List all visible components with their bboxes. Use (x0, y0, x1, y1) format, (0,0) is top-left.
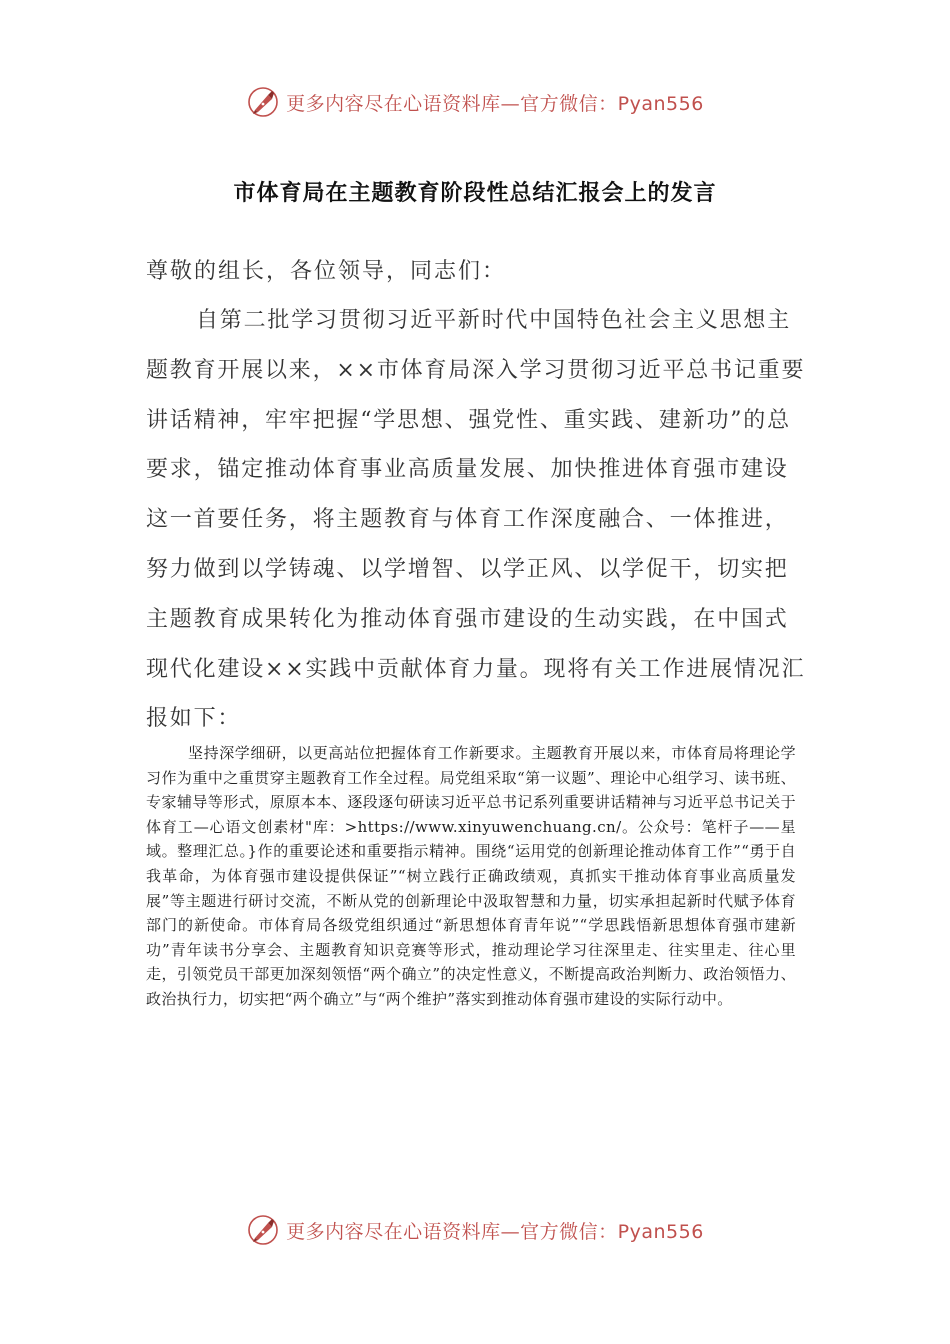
footer-banner (0, 1210, 950, 1250)
document-title: 市体育局在主题教育阶段性总结汇报会上的发言 (233, 181, 717, 206)
pen-nib-logo-icon (246, 1213, 280, 1247)
banner-wechat-id: Pyan556 (617, 92, 704, 115)
banner-text: 更多内容尽在心语资料库—官方微信：Pyan556 (286, 1220, 704, 1243)
intro-paragraph: 自第二批学习贯彻习近平新时代中国特色社会主义思想主题教育开展以来，××市体育局深入学习贯彻习近平总书记重要讲话精神，牢牢把握“学思想、强党性、重实践、建新功”的总要求，锚定推动体育事业高质量发展、加快推进体育强市建设这一首要任务，将主题教育与体育工作深度融合、一体推进，努力做到以学铸魂、以学增智、以学正风、以学促干，切实把主题教育成果转化为推动体育强市建设的生动实践，在中国式现代化建设××实践中贡献体育力量。现将有关工作进展情况汇报如下： (146, 308, 806, 732)
banner-text: 更多内容尽在心语资料库—官方微信：Pyan556 (286, 92, 704, 115)
banner-wechat-id: Pyan556 (617, 1220, 704, 1243)
salutation: 尊敬的组长，各位领导，同志们： (146, 259, 507, 284)
body-paragraph: 坚持深学细研，以更高站位把握体育工作新要求。主题教育开展以来，市体育局将理论学习作为重中之重贯穿主题教育工作全过程。局党组采取“第一议题”、理论中心组学习、读书班、专家辅导等形式，原原本本、逐段逐句研读习近平总书记系列重要讲话精神与习近平总书记关于体育工—心语文创素材"库：>https://www.xinyuwenchuang.cn/。公众号：笔杆子——星域。整理汇总。}作的重要论述和重要指示精神。围绕“运用党的创新理论推动体育工作”“勇于自我革命，为体育强市建设提供保证”“树立践行正确政绩观，真抓实干推动体育事业高质量发展”等主题进行研讨交流，不断从党的创新理论中汲取智慧和力量，切实承担起新时代赋予体育部门的新使命。市体育局各级党组织通过“新思想体育青年说”“学思践悟新思想体育强市建新功”青年读书分享会、主题教育知识竞赛等形式，推动理论学习往深里走、往实里走、往心里走，引领党员干部更加深刻领悟“两个确立”的决定性意义，不断提高政治判断力、政治领悟力、政治执行力，切实把“两个确立”与“两个维护”落实到推动体育强市建设的实际行动中。 (146, 744, 796, 1008)
pen-nib-logo-icon (246, 85, 280, 119)
header-banner (0, 82, 950, 122)
